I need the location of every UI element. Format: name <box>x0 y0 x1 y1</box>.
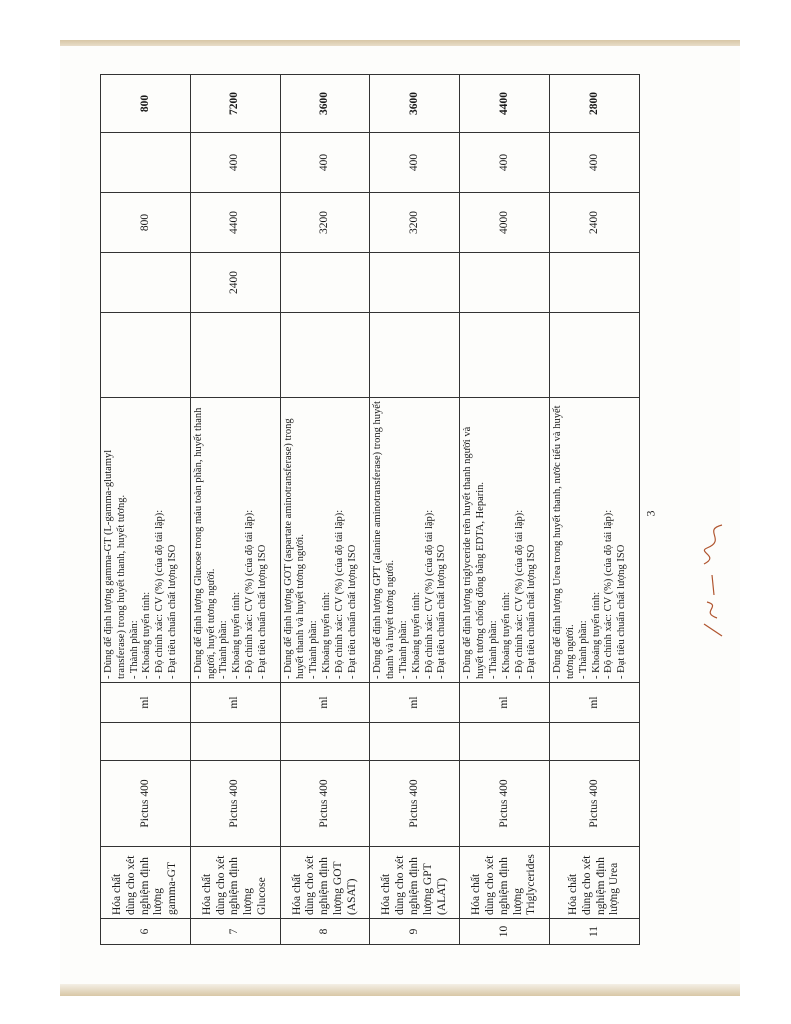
quantity-cell-4 <box>101 133 191 193</box>
quantity-cell-3: 3200 <box>280 193 370 253</box>
product-name-cell: Hóa chất dùng cho xét nghiệm định lượng Triglycerides <box>460 847 550 919</box>
spec-line: - Thành phần: <box>398 620 410 679</box>
empty-cell <box>280 723 370 761</box>
brand-cell: Pictus 400 <box>370 761 460 847</box>
spec-line: - Khoảng tuyến tính: <box>590 591 602 679</box>
quantity-cell-4: 400 <box>460 133 550 193</box>
spec-line: - Độ chính xác: CV (%) (của độ tái lập): <box>423 509 435 679</box>
spec-line: - Thành phần: <box>308 620 320 679</box>
spec-line: - Dùng để định lượng gamma-GT (L-gamma-glutamyl transferase) trong huyết thanh, huyết tương. <box>103 449 127 679</box>
total-cell: 4400 <box>460 75 550 133</box>
unit-cell: ml <box>550 683 640 723</box>
total-cell: 7200 <box>190 75 280 133</box>
quantity-cell-2 <box>370 253 460 313</box>
table-row <box>190 75 280 945</box>
brand-cell: Pictus 400 <box>550 761 640 847</box>
unit-cell: ml <box>370 683 460 723</box>
quantity-cell-3: 800 <box>101 193 191 253</box>
quantity-cell-3: 4400 <box>190 193 280 253</box>
brand-cell: Pictus 400 <box>190 761 280 847</box>
unit-cell: ml <box>460 683 550 723</box>
spec-line: - Đạt tiêu chuẩn chất lượng ISO <box>166 544 178 679</box>
row-number-cell: 11 <box>550 919 640 945</box>
unit-cell: ml <box>190 683 280 723</box>
spec-line: - Đạt tiêu chuẩn chất lượng ISO <box>436 544 448 679</box>
row-number-cell: 8 <box>280 919 370 945</box>
scan-edge-bottom <box>60 984 740 996</box>
quantity-cell-4: 400 <box>370 133 460 193</box>
product-name-cell: Hóa chất dùng cho xét nghiệm định lượng Glucose <box>190 847 280 919</box>
table-row <box>550 75 640 945</box>
total-cell: 2800 <box>550 75 640 133</box>
spec-line: - Độ chính xác: CV (%) (của độ tái lập): <box>513 509 525 679</box>
quantity-cell-1 <box>190 313 280 398</box>
specification-cell <box>460 398 550 683</box>
page-number: 3 <box>643 510 658 517</box>
product-name-cell: Hóa chất dùng cho xét nghiệm định lượng GOT (ASAT) <box>280 847 370 919</box>
spec-line: - Đạt tiêu chuẩn chất lượng ISO <box>616 544 628 679</box>
spec-line: - Dùng để định lượng triglyceride trên huyết thanh người và huyết tương chống đông bằng EDTA, Heparin. <box>462 426 487 679</box>
empty-cell <box>460 723 550 761</box>
quantity-cell-3: 3200 <box>370 193 460 253</box>
specification-cell <box>190 398 280 683</box>
spec-line: - Độ chính xác: CV (%) (của độ tái lập): <box>244 509 256 679</box>
spec-line: - Dùng để định lượng Urea trong huyết thanh, nước tiểu và huyết tương người. <box>552 405 576 679</box>
spec-line: - Thành phần: <box>128 620 140 679</box>
quantity-cell-3: 4000 <box>460 193 550 253</box>
row-number-cell: 7 <box>190 919 280 945</box>
empty-cell <box>550 723 640 761</box>
spec-line: - Khoảng tuyến tính: <box>231 591 243 679</box>
spec-line: - Dùng để định lượng GPT (alanine aminotransferase) trong huyết thanh và huyết tương người. <box>372 401 397 679</box>
spec-line: - Đạt tiêu chuẩn chất lượng ISO <box>346 544 358 679</box>
brand-cell: Pictus 400 <box>101 761 191 847</box>
spec-line: - Độ chính xác: CV (%) (của độ tái lập): <box>603 509 615 679</box>
brand-cell: Pictus 400 <box>280 761 370 847</box>
quantity-cell-2 <box>101 253 191 313</box>
specification-cell <box>550 398 640 683</box>
unit-cell: ml <box>280 683 370 723</box>
spec-line: - Khoảng tuyến tính: <box>321 591 333 679</box>
quantity-cell-1 <box>280 313 370 398</box>
spec-line: - Thành phần: <box>218 620 230 679</box>
spec-line: - Độ chính xác: CV (%) (của độ tái lập): <box>333 509 345 679</box>
spec-line: - Độ chính xác: CV (%) (của độ tái lập): <box>154 509 166 679</box>
product-name-cell: Hóa chất dùng cho xét nghiệm định lượng Urea <box>550 847 640 919</box>
spec-line: - Thành phần: <box>577 620 589 679</box>
reagent-table <box>100 74 640 945</box>
rotated-table-container <box>100 75 640 945</box>
quantity-cell-2: 2400 <box>190 253 280 313</box>
spec-line: - Đạt tiêu chuẩn chất lượng ISO <box>256 544 268 679</box>
spec-line: - Khoảng tuyến tính: <box>141 591 153 679</box>
total-cell: 800 <box>101 75 191 133</box>
spec-line: - Khoảng tuyến tính: <box>410 591 422 679</box>
product-name-cell: Hóa chất dùng cho xét nghiệm định lượng gamma-GT <box>101 847 191 919</box>
specification-cell <box>280 398 370 683</box>
spec-line: - Khoảng tuyến tính: <box>500 591 512 679</box>
total-cell: 3600 <box>280 75 370 133</box>
quantity-cell-2 <box>280 253 370 313</box>
quantity-cell-1 <box>460 313 550 398</box>
table-row <box>370 75 460 945</box>
brand-cell: Pictus 400 <box>460 761 550 847</box>
row-number-cell: 6 <box>101 919 191 945</box>
total-cell: 3600 <box>370 75 460 133</box>
empty-cell <box>190 723 280 761</box>
spec-line: - Thành phần: <box>487 620 499 679</box>
quantity-cell-1 <box>550 313 640 398</box>
empty-cell <box>101 723 191 761</box>
specification-cell <box>101 398 191 683</box>
quantity-cell-4: 400 <box>280 133 370 193</box>
product-name-cell: Hóa chất dùng cho xét nghiệm định lượng GPT (ALAT) <box>370 847 460 919</box>
quantity-cell-1 <box>101 313 191 398</box>
row-number-cell: 9 <box>370 919 460 945</box>
unit-cell: ml <box>101 683 191 723</box>
handwritten-signature <box>692 520 732 640</box>
spec-line: - Đạt tiêu chuẩn chất lượng ISO <box>526 544 538 679</box>
specification-cell <box>370 398 460 683</box>
table-row <box>460 75 550 945</box>
quantity-cell-2 <box>550 253 640 313</box>
row-number-cell: 10 <box>460 919 550 945</box>
table-row <box>280 75 370 945</box>
quantity-cell-4: 400 <box>550 133 640 193</box>
quantity-cell-4: 400 <box>190 133 280 193</box>
quantity-cell-3: 2400 <box>550 193 640 253</box>
quantity-cell-1 <box>370 313 460 398</box>
spec-line: - Dùng để định lượng GOT (aspartate aminotransferase) trong huyết thanh và huyết tương người. <box>282 418 307 679</box>
quantity-cell-2 <box>460 253 550 313</box>
table-row <box>101 75 191 945</box>
empty-cell <box>370 723 460 761</box>
spec-line: - Dùng để định lượng Glucose trong máu toàn phần, huyết thanh người, huyết tương người. <box>192 407 217 679</box>
